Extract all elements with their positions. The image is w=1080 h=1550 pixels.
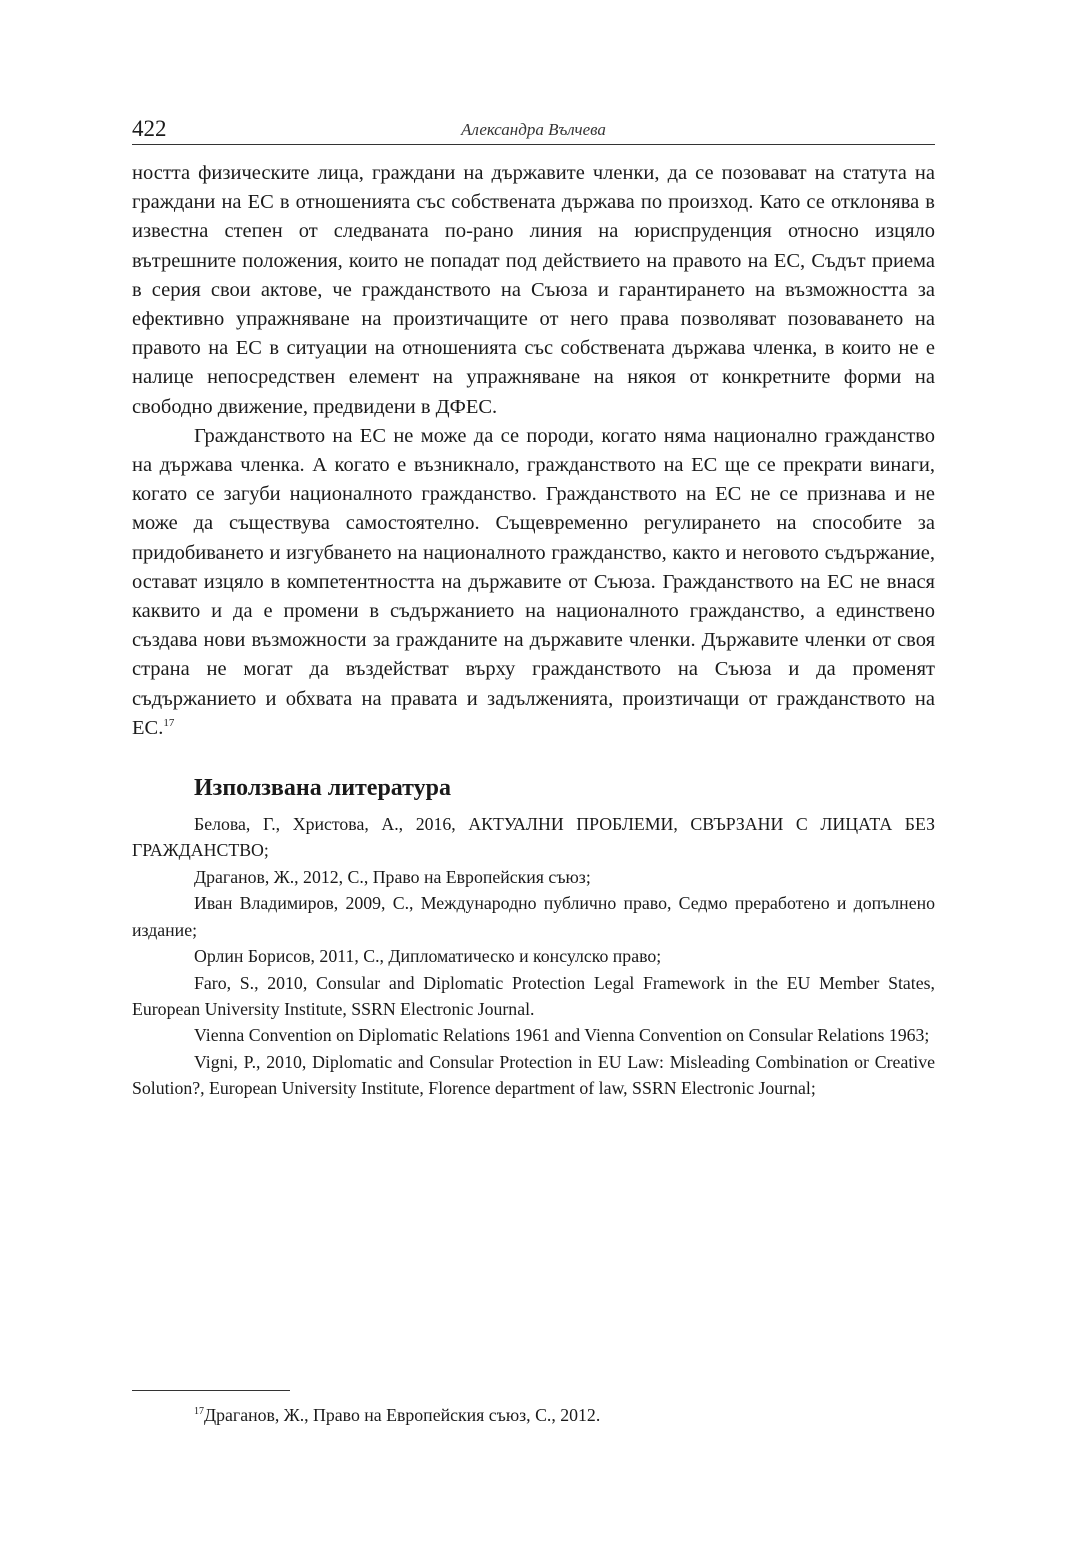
bibliography-entry: Vigni, P., 2010, Diplomatic and Consular Protection in EU Law: Misleading Combination or Creative Solution?, European University Institute, Florence department of law, SSRN Electronic Journal;	[132, 1051, 935, 1099]
footnote-number: 17	[194, 1406, 204, 1418]
paragraph-text: ността физическите лица, граждани на държавите членки, да се позовават на статута на граждани на ЕС в отношенията със собствената държава по произход. Като се отклонява в известна степен от следваната по-рано линия на юриспруденция относно изцяло вътрешните положения, които не попадат под действието на правото на ЕС, Съдът приема в серия свои актове, че гражданството на Съюза и гарантирането на възможността за ефективно упражняване на произтичащите от него права позволяват позоваването на правото на ЕС в ситуации на отношенията със собствената държава членка, в които не е налице непосредствен елемент на упражняване на някоя от конкретните форми на свободно движение, предвидени в ДФЕС.	[132, 162, 935, 418]
paragraph-text: Гражданството на ЕС не може да се породи, когато няма национално гражданство на държава членка. А когато е възникнало, гражданството на ЕС ще се прекрати винаги, когато се загуби националното гражданство. Гражданството на ЕС не се признава и не може да съществува самостоятелно. Същевременно регулирането на способите за придобиването и изгубването на националното гражданство, както и неговото съдържание, остават изцяло в компетентността на държавите от Съюза. Гражданството на ЕС не внася каквито и да е промени в съдържанието на националното гражданство, а единствено създава нови възможности за гражданите на държавите членки. Държавите членки от своя страна не могат да въздействат върху гражданството на Съюза и да променят съдържанието и обхвата на правата и задълженията, произтичащи от гражданството на ЕС.	[132, 424, 935, 739]
body-paragraph	[132, 159, 935, 422]
footnote	[132, 1403, 935, 1427]
footnotes-area	[132, 1390, 935, 1427]
page-content	[132, 110, 935, 1102]
running-title: Александра Вълчева	[461, 120, 606, 139]
bibliography-entry: Белова, Г., Христова, А., 2016, АКТУАЛНИ ПРОБЛЕМИ, СВЪРЗАНИ С ЛИЦАТА БЕЗ ГРАЖДАНСТВО;	[132, 814, 935, 861]
page-number: 422	[132, 116, 167, 141]
body-paragraph	[132, 422, 935, 743]
bibliography-entry: Faro, S., 2010, Consular and Diplomatic Protection Legal Framework in the EU Member States, European University Institute, SSRN Electronic Journal.	[132, 972, 935, 1019]
bibliography-entry: Иван Владимиров, 2009, С., Международно публично право, Седмо преработено и допълнено издание;	[132, 893, 935, 940]
bibliography-entry: Vienna Convention on Diplomatic Relations 1961 and Vienna Convention on Consular Relations 1963;	[194, 1025, 930, 1046]
footnote-divider	[132, 1390, 290, 1391]
bibliography-entry: Драганов, Ж., 2012, С., Право на Европейския съюз;	[194, 866, 591, 887]
footnote-text: Драганов, Ж., Право на Европейския съюз, С., 2012.	[204, 1405, 601, 1425]
body-text	[132, 159, 935, 743]
bibliography-entry: Орлин Борисов, 2011, С., Дипломатическо и консулско право;	[194, 946, 662, 967]
running-header	[132, 110, 935, 145]
literature-heading: Използвана литература	[194, 775, 452, 802]
bibliography-list	[132, 811, 935, 1101]
footnote-reference[interactable]: 17	[163, 717, 175, 730]
